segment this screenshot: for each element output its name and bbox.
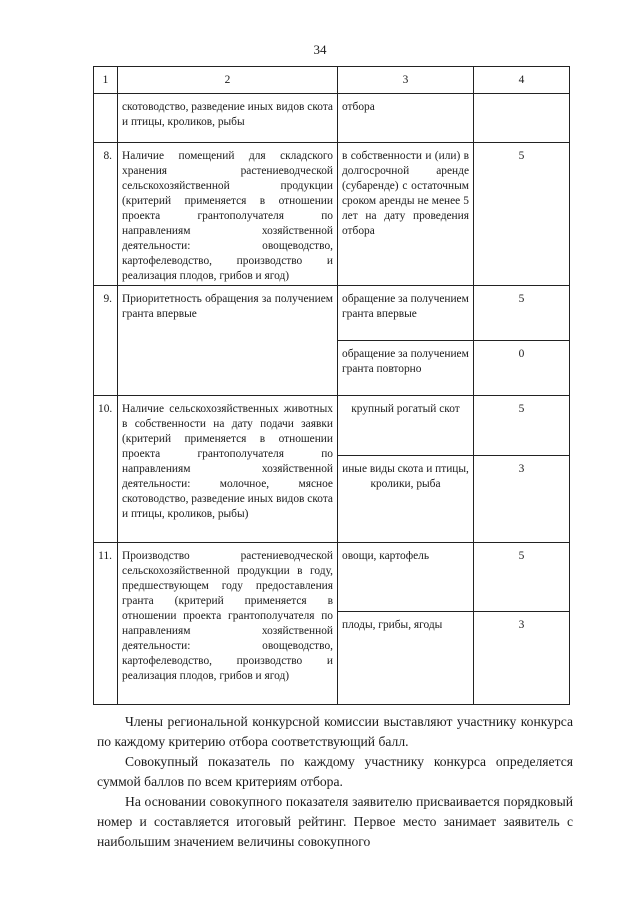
condition-text: овощи, картофель xyxy=(338,543,474,612)
page-number: 34 xyxy=(313,42,327,57)
condition-text: обращение за получением гранта повторно xyxy=(338,341,474,396)
row-number: 11. xyxy=(94,543,118,705)
table-row-continuation xyxy=(94,94,570,143)
criterion-text: Наличие помещений для складского хранения растениеводческой сельскохозяйственной продукции (критерий применяется в отношении проекта грантополучателя по направлениям хозяйственной деятельности: овощеводство, картофелеводство, производство и реализация плодов, грибов и ягод) xyxy=(118,143,338,286)
condition-text: плоды, грибы, ягоды xyxy=(338,612,474,705)
score-value: 0 xyxy=(474,341,570,396)
header-col-2: 2 xyxy=(118,67,338,94)
condition-text: обращение за получением гранта впервые xyxy=(338,286,474,341)
criterion-text: Приоритетность обращения за получением гранта впервые xyxy=(118,286,338,396)
condition-text: иные виды скота и птицы, кролики, рыба xyxy=(338,456,474,543)
paragraph: На основании совокупного показателя заявителю присваивается порядковый номер и составляется итоговый рейтинг. Первое место занимает заявитель с наибольшим значением величины совокупного xyxy=(97,794,573,849)
score-value: 3 xyxy=(474,612,570,705)
paragraph: Члены региональной конкурсной комиссии выставляют участнику конкурса по каждому критерию отбора соответствующий балл. xyxy=(97,714,573,749)
condition-text: в собственности и (или) в долгосрочной аренде (субаренде) с остаточным сроком аренды не менее 5 лет на дату проведения отбора xyxy=(338,143,474,286)
score-value: 3 xyxy=(474,456,570,543)
criterion-text: скотоводство, разведение иных видов скота и птицы, кроликов, рыбы xyxy=(118,94,338,143)
condition-text: крупный рогатый скот xyxy=(338,396,474,456)
condition-text: отбора xyxy=(338,94,474,143)
header-col-3: 3 xyxy=(338,67,474,94)
row-number: 9. xyxy=(94,286,118,396)
header-col-1: 1 xyxy=(94,67,118,94)
score-value: 5 xyxy=(474,396,570,456)
row-number: 10. xyxy=(94,396,118,543)
criterion-text: Производство растениеводческой сельскохозяйственной продукции в году, предшествующем году предоставления гранта (критерий применяется в отношении проекта грантополучателя по направлениям хозяйственной деятельности: овощеводство, картофелеводство, производство и реализация плодов, грибов и ягод) xyxy=(118,543,338,705)
table-row-10 xyxy=(94,396,570,456)
paragraph: Совокупный показатель по каждому участнику конкурса определяется суммой баллов по всем критериям отбора. xyxy=(97,754,573,789)
table-row-11 xyxy=(94,543,570,612)
header-col-4: 4 xyxy=(474,67,570,94)
criteria-table xyxy=(93,66,570,705)
score-value: 5 xyxy=(474,286,570,341)
score-value: 5 xyxy=(474,543,570,612)
table-row-9 xyxy=(94,286,570,341)
score-value: 5 xyxy=(474,143,570,286)
row-number: 8. xyxy=(94,143,118,286)
table-header-row xyxy=(94,67,570,94)
body-text xyxy=(97,712,573,852)
criterion-text: Наличие сельскохозяйственных животных в собственности на дату подачи заявки (критерий применяется в отношении проекта грантополучателя по направлениям хозяйственной деятельности: молочное, мясное скотоводство, разведение иных видов скота и птицы, кроликов, рыбы) xyxy=(118,396,338,543)
table-row-8 xyxy=(94,143,570,286)
